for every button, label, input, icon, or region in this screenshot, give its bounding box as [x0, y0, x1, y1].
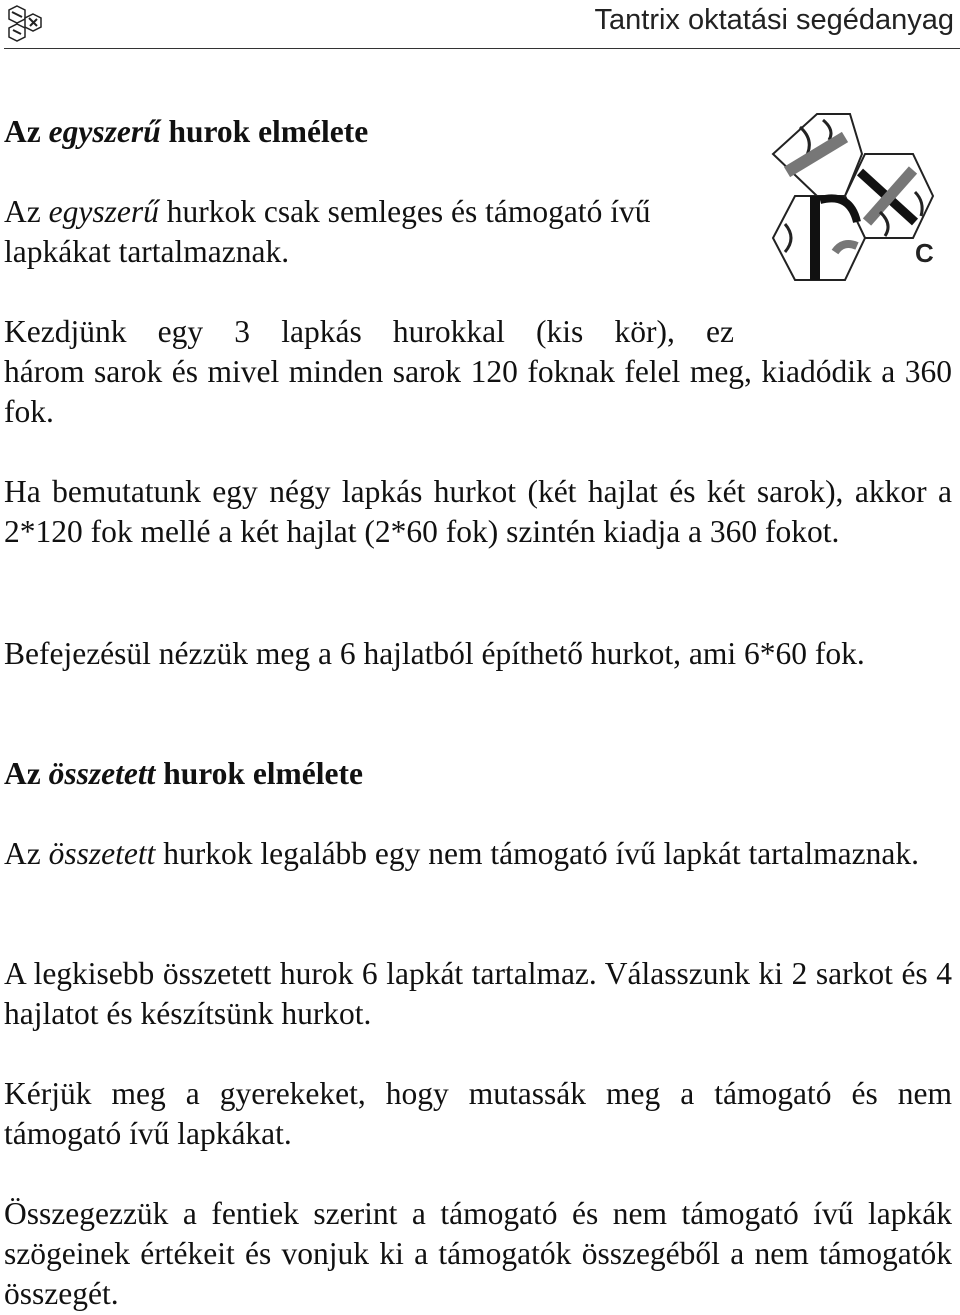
section1-paragraph-4: Befejezésül nézzük meg a 6 hajlatból építhető hurkot, ami 6*60 fok. [4, 636, 865, 671]
section2-p1-post: hurkok legalább egy nem támogató ívű lapkát tartalmaznak. [155, 836, 919, 871]
section1-p1-pre: Az [4, 194, 49, 229]
section2-paragraph-2: A legkisebb összetett hurok 6 lapkát tartalmaz. Válasszunk ki 2 sarkot és 4 hajlatot és készítsünk hurkot. [4, 956, 952, 1031]
tile-top [773, 114, 862, 196]
figure-label: C [915, 238, 934, 268]
section1-paragraph-1-line-2: lapkákat tartalmaznak. [4, 234, 290, 269]
tile-bottom [773, 196, 865, 280]
section1-heading-em: egyszerű [48, 114, 161, 149]
header-title: Tantrix oktatási segédanyag [594, 4, 954, 36]
section2-heading-post: hurok elmélete [155, 756, 363, 791]
section2-paragraph-3: Kérjük meg a gyerekeket, hogy mutassák meg a támogató és nem támogató ívű lapkákat. [4, 1076, 952, 1151]
section1-p1-em: egyszerű [48, 194, 159, 229]
section1-paragraph-1-line-1 [4, 192, 650, 232]
header-divider [4, 48, 960, 49]
section1-paragraph-2-line-1: Kezdjünk egy 3 lapkás hurokkal (kis kör), ez [4, 314, 734, 349]
section1-heading [4, 112, 368, 152]
tantrix-three-tile-loop-icon [765, 112, 955, 282]
section1-paragraph-2: három sarok és mivel minden sarok 120 foknak felel meg, kiadódik a 360 fok. [4, 354, 952, 429]
section1-heading-post: hurok elmélete [160, 114, 369, 149]
section1-paragraph-3: Ha bemutatunk egy négy lapkás hurkot (két hajlat és két sarok), akkor a 2*120 fok mellé a két hajlat (2*60 fok) szintén kiadja a 360 fokot. [4, 474, 952, 549]
section2-p1-pre: Az [4, 836, 49, 871]
section1-p1-line1-post: hurkok csak semleges és támogató ívű [158, 194, 651, 229]
section2-heading-em: összetett [48, 756, 156, 791]
section2-heading [4, 754, 363, 794]
tantrix-tiles-logo-icon [4, 4, 46, 44]
section2-paragraph-1 [4, 834, 952, 874]
section1-heading-pre: Az [4, 114, 49, 149]
section2-p1-em: összetett [48, 836, 156, 871]
section2-heading-pre: Az [4, 756, 49, 791]
section2-paragraph-4: Összegezzük a fentiek szerint a támogató és nem támogató ívű lapkák szögeinek értékeit és vonjuk ki a támogatók összegéből a nem támogatók összegét. [4, 1196, 952, 1311]
